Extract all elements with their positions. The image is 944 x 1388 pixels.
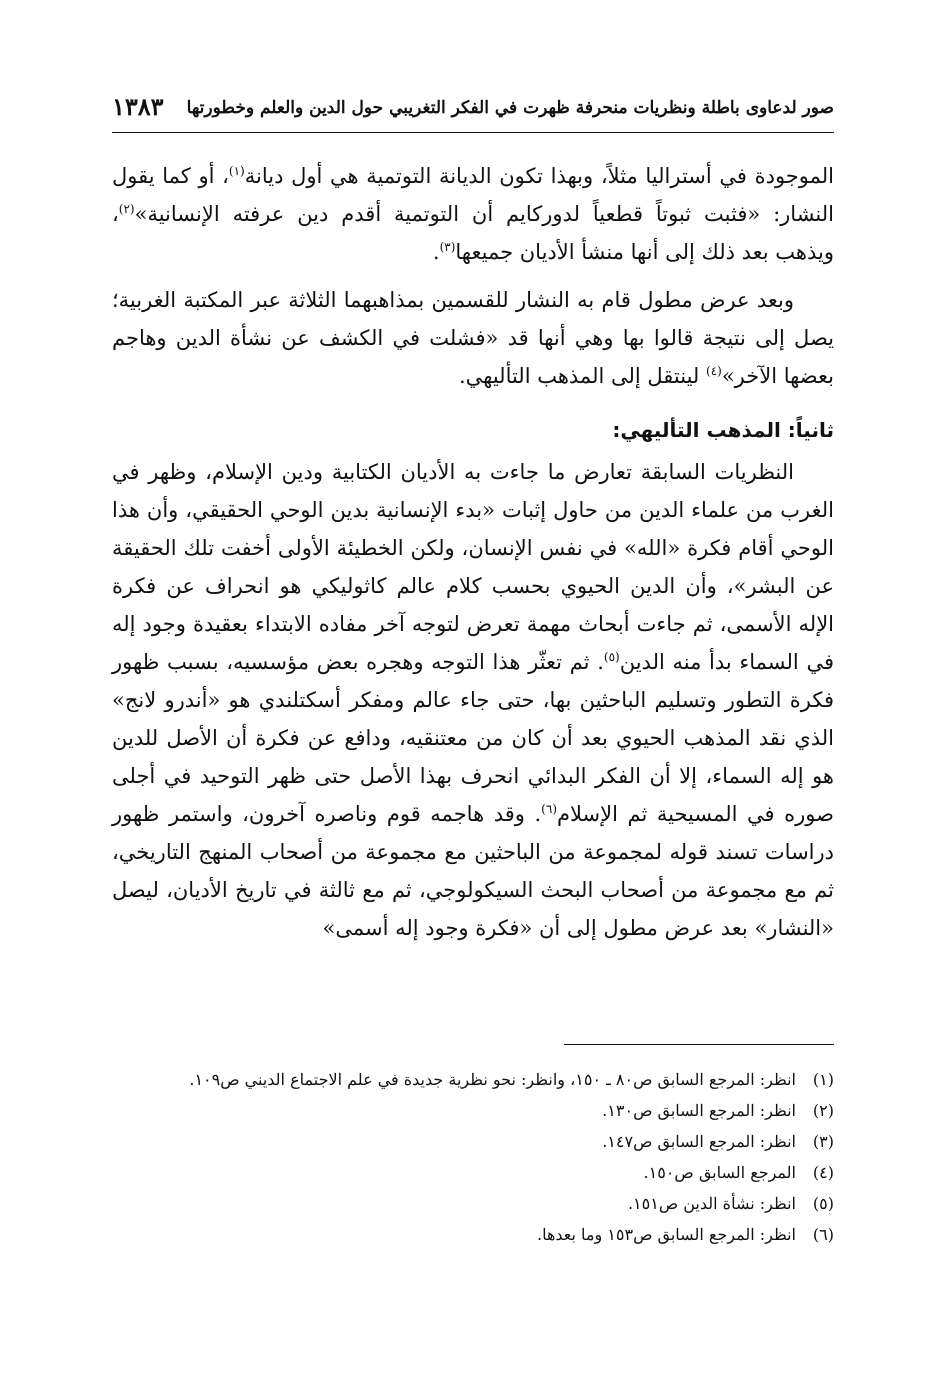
footnote-1: (١) انظر: المرجع السابق ص٨٠ ـ ١٥٠، وانظر: نحو نظرية جديدة في علم الاجتماع الديني ص١٠٩. bbox=[189, 1070, 834, 1089]
footnote-separator bbox=[564, 1044, 834, 1045]
section-heading: ثانياً: المذهب التأليهي: bbox=[612, 418, 834, 442]
running-header bbox=[112, 88, 834, 133]
book-page bbox=[112, 88, 834, 1328]
footnote-4: (٤) المرجع السابق ص١٥٠. bbox=[643, 1163, 834, 1182]
footnote-ref-1: (١) bbox=[228, 164, 245, 178]
footnote-ref-4: (٤) bbox=[706, 364, 722, 378]
page-number: ١٣٨٣ bbox=[112, 92, 164, 121]
running-header-title: صور لدعاوى باطلة ونظريات منحرفة ظهرت في الفكر التغريبي حول الدين والعلم وخطورتها bbox=[186, 98, 834, 118]
footnote-ref-2: (٢) bbox=[118, 202, 135, 216]
footnote-ref-5: (٥) bbox=[603, 650, 620, 664]
paragraph-3: النظريات السابقة تعارض ما جاءت به الأديان الكتابية ودين الإسلام، وظهر في الغرب من علماء الدين من حاول إثبات «بدء الإنسانية بدين الوحي الحقيقي، وأن هذا الوحي أقام فكرة «الله» في نفس الإنسان، ولكن الخطيئة الأولى أخفت تلك الحقيقة عن البشر»، وأن الدين الحيوي بحسب كلام عالم كاثوليكي هو انحراف عن فكرة الإله الأسمى، ثم جاءت أبحاث مهمة تعرض لتوجه آخر مفاده الابتداء بعقيدة وجود إله في السماء بدأ منه الدين$^{(٥)}$. ثم تعثّر هذا التوجه وهجره بعض مؤسسيه، بسبب ظهور فكرة التطور وتسليم الباحثين بها، حتى جاء عالم ومفكر أسكتلندي هو «أندرو لانج» الذي نقد المذهب الحيوي بعد أن كان من معتنقيه، ودافع عن فكرة أن الأصل للدين هو إله السماء، إلا أن الفكر البدائي انحرف بهذا الأصل حتى ظهر التوحيد في أجلى صوره في المسيحية ثم الإسلام$^{(٦)}$. وقد هاجمه قوم وناصره آخرون، واستمر ظهور دراسات تسند قوله لمجموعة من الباحثين مع مجموعة من أصحاب المنهج التاريخي، ثم مع مجموعة من أصحاب البحث السيكولوجي، ثم مع ثالثة في تاريخ الأديان، ليصل «النشار» بعد عرض مطول إلى أن «فكرة وجود إله أسمى» bbox=[112, 460, 834, 940]
footnote-ref-3: (٣) bbox=[439, 240, 456, 254]
footnote-5: (٥) انظر: نشأة الدين ص١٥١. bbox=[627, 1194, 834, 1213]
paragraph-1: الموجودة في أستراليا مثلاً، وبهذا تكون الديانة التوتمية هي أول ديانة$^{(١)}$، أو كما يقول النشار: «فثبت ثبوتاً قطعياً لدوركايم أن التوتمية أقدم دين عرفته الإنسانية»$^{(٢)}$، ويذهب بعد ذلك إلى أنها منشأ الأديان جميعها$^{(٣)}$. bbox=[112, 164, 835, 264]
footnotes bbox=[112, 1064, 834, 1250]
footnote-2: (٢) انظر: المرجع السابق ص١٣٠. bbox=[602, 1101, 834, 1120]
footnote-6: (٦) انظر: المرجع السابق ص١٥٣ وما بعدها. bbox=[536, 1225, 834, 1244]
paragraph-2: وبعد عرض مطول قام به النشار للقسمين بمذاهبهما الثلاثة عبر المكتبة الغربية؛ يصل إلى نتيجة قالوا بها وهي أنها قد «فشلت في الكشف عن نشأة الدين وهاجم بعضها الآخر»$^{(٤)}$ لينتقل إلى المذهب التأليهي. bbox=[112, 288, 834, 388]
footnote-3: (٣) انظر: المرجع السابق ص١٤٧. bbox=[602, 1132, 834, 1151]
footnote-ref-6: (٦) bbox=[541, 802, 557, 816]
main-text bbox=[112, 157, 834, 947]
